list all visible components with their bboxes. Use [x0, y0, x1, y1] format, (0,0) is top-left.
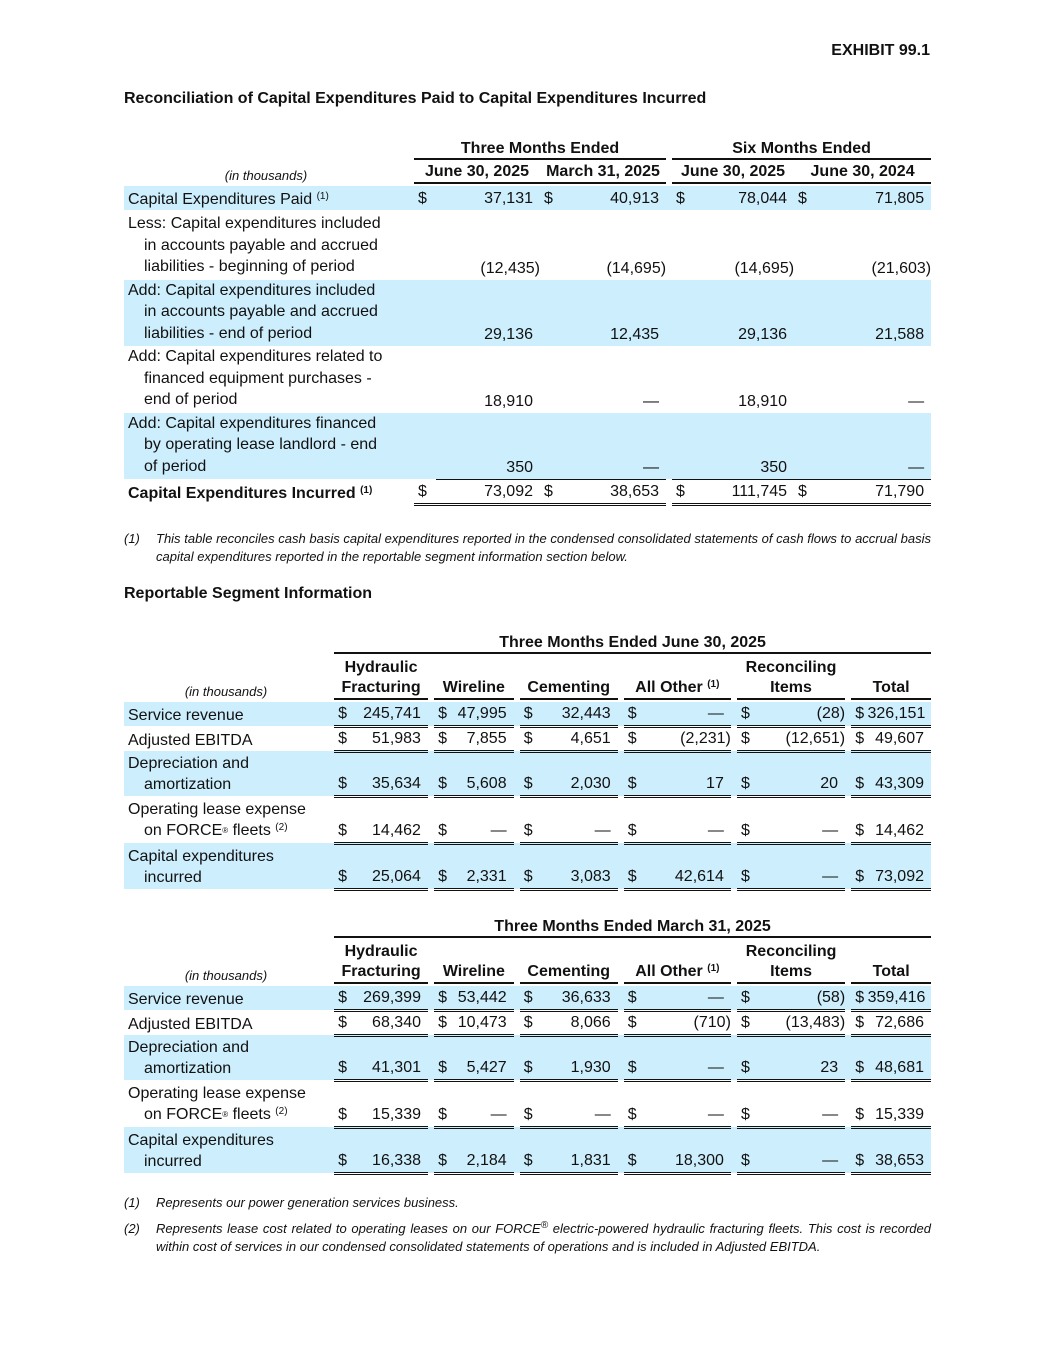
cell-value: 29,136 — [738, 326, 788, 343]
cell-value: 78,044 — [694, 186, 794, 210]
currency-symbol: $ — [434, 1127, 450, 1173]
row-label: Capital expenditures — [128, 848, 274, 865]
cell-value: 68,340 — [350, 1010, 428, 1035]
footnote-text: Represents our power generation services business. — [156, 1195, 459, 1210]
footnote-ref: (1) — [360, 484, 373, 496]
cell-value: 14,462 — [350, 796, 428, 843]
cell-value: — — [753, 796, 845, 843]
cell-value: 41,301 — [350, 1035, 428, 1080]
currency-symbol: $ — [624, 1127, 640, 1173]
cell-value: — — [640, 986, 731, 1010]
row-label: Depreciation and — [128, 1039, 249, 1056]
currency-symbol: $ — [414, 186, 436, 210]
cell-value: 72,686 — [868, 1010, 931, 1035]
col-header-total: Total — [851, 962, 931, 984]
cell-value: 20 — [753, 751, 845, 796]
row-label: Capital Expenditures Paid — [128, 190, 313, 208]
table-row — [124, 843, 931, 889]
cell-value: 42,614 — [640, 843, 731, 889]
cell-value: (12,651) — [753, 726, 845, 751]
period-title: Three Months Ended June 30, 2025 — [334, 634, 931, 654]
col-header-hydraulic-fracturing: Hydraulic Fracturing — [334, 658, 428, 700]
row-label: Adjusted EBITDA — [128, 1016, 253, 1033]
units-label: (in thousands) — [184, 968, 268, 983]
cell-value: 5,427 — [450, 1035, 513, 1080]
cell-value: 3,083 — [536, 843, 618, 889]
cell-value: 29,136 — [484, 326, 533, 343]
col-header-cementing: Cementing — [520, 678, 618, 700]
cell-value: 12,435 — [610, 326, 660, 343]
currency-symbol: $ — [520, 751, 536, 796]
currency-symbol: $ — [434, 1080, 450, 1127]
col-header: March 31, 2025 — [540, 162, 666, 184]
cell-value: 8,066 — [536, 1010, 618, 1035]
cell-value: 2,030 — [536, 751, 618, 796]
col-header-all-other: All Other $^{(1)}$ — [624, 678, 731, 700]
cell-value: 71,790 — [816, 479, 931, 504]
currency-symbol: $ — [851, 751, 867, 796]
currency-symbol: $ — [334, 1035, 350, 1080]
row-label: on FORCE® fleets $^{(2)}$ — [144, 1106, 288, 1123]
col-header-wireline: Wireline — [434, 962, 514, 984]
cell-value: (2,231) — [640, 726, 731, 751]
table-row — [124, 280, 931, 347]
units-label: (in thousands) — [224, 168, 308, 183]
cell-value: 51,983 — [350, 726, 428, 751]
exhibit-label: EXHIBIT 99.1 — [831, 42, 930, 59]
currency-symbol: $ — [520, 796, 536, 843]
currency-symbol: $ — [520, 726, 536, 751]
currency-symbol: $ — [520, 1010, 536, 1035]
table-row — [124, 986, 931, 1010]
currency-symbol: $ — [737, 1127, 753, 1173]
currency-symbol: $ — [737, 751, 753, 796]
row-label: Capital Expenditures Incurred — [128, 484, 356, 502]
currency-symbol: $ — [334, 1010, 350, 1035]
cell-value: 350 — [694, 413, 794, 480]
cell-value: 359,416 — [868, 986, 931, 1010]
cell-value: — — [753, 1080, 845, 1127]
table-row — [124, 751, 931, 796]
currency-symbol: $ — [434, 1035, 450, 1080]
row-label: in accounts payable and accrued — [144, 303, 378, 320]
currency-symbol: $ — [520, 986, 536, 1010]
cell-value: — — [908, 392, 925, 410]
currency-symbol: $ — [672, 186, 694, 210]
table-row-total — [124, 479, 931, 504]
cell-value: 245,741 — [350, 702, 428, 726]
table-row — [124, 1080, 931, 1127]
row-label: liabilities - end of period — [144, 324, 313, 342]
currency-symbol: $ — [794, 186, 816, 210]
cell-value: 71,805 — [816, 186, 931, 210]
row-label: amortization — [144, 1060, 232, 1077]
cell-value: (14,695) — [606, 259, 667, 277]
cell-value: 18,910 — [484, 392, 533, 410]
currency-symbol: $ — [737, 726, 753, 751]
currency-symbol: $ — [334, 796, 350, 843]
currency-symbol: $ — [851, 1127, 867, 1173]
cell-value: 32,443 — [536, 702, 618, 726]
cell-value: (58) — [753, 986, 845, 1010]
segment-table — [124, 634, 931, 891]
currency-symbol: $ — [434, 702, 450, 726]
footnote-text: Represents lease cost related to operating leases on our FORCE® electric-powered hydraulic fracturing fleets. This cost is recorded within cost of services in our condensed consolidated statements of operations and is included in Adjusted EBITDA. — [156, 1220, 931, 1254]
cell-value: 15,339 — [868, 1080, 931, 1127]
table-row — [124, 1127, 931, 1173]
cell-value: 38,653 — [868, 1127, 931, 1173]
col-header-reconciling-items: Reconciling Items — [737, 942, 845, 984]
currency-symbol: $ — [794, 479, 816, 504]
row-label: Adjusted EBITDA — [128, 732, 253, 749]
row-label: Less: Capital expenditures included — [128, 215, 381, 232]
cell-value: — — [753, 843, 845, 889]
segment-footnote-1 — [124, 1194, 931, 1212]
cell-value: — — [640, 796, 731, 843]
currency-symbol: $ — [851, 1080, 867, 1127]
currency-symbol: $ — [624, 1010, 640, 1035]
currency-symbol: $ — [737, 702, 753, 726]
currency-symbol: $ — [520, 1035, 536, 1080]
col-header-reconciling-items: Reconciling Items — [737, 658, 845, 700]
col-header-cementing: Cementing — [520, 962, 618, 984]
footnote-text: This table reconciles cash basis capital expenditures reported in the condensed consolidated statements of cash flows to accrual basis capital expenditures reported in the reportable segment information section below. — [156, 531, 931, 564]
cell-value: 73,092 — [436, 479, 540, 504]
cell-value: 23 — [753, 1035, 845, 1080]
capex-footnote — [124, 530, 931, 566]
table-row — [124, 1010, 931, 1035]
cell-value: 43,309 — [868, 751, 932, 796]
row-label: Operating lease expense — [128, 1085, 306, 1102]
cell-value: 14,462 — [868, 796, 932, 843]
cell-value: 25,064 — [350, 843, 428, 889]
row-label: Add: Capital expenditures financed — [128, 414, 377, 432]
cell-value: 37,131 — [436, 186, 540, 210]
cell-value: 53,442 — [450, 986, 513, 1010]
row-label: Add: Capital expenditures related to — [128, 348, 383, 365]
col-header-total: Total — [851, 678, 931, 700]
cell-value: 49,607 — [868, 726, 932, 751]
currency-symbol: $ — [334, 843, 350, 889]
currency-symbol: $ — [334, 1127, 350, 1173]
col-header: June 30, 2025 — [414, 162, 540, 184]
cell-value: — — [536, 796, 618, 843]
table-row — [124, 726, 931, 751]
row-label: Service revenue — [124, 986, 328, 1010]
row-label: Add: Capital expenditures included — [128, 281, 376, 299]
footnote-number: (1) — [124, 1195, 140, 1210]
row-label: Depreciation and — [128, 755, 249, 772]
currency-symbol: $ — [540, 186, 562, 210]
currency-symbol: $ — [624, 843, 640, 889]
currency-symbol: $ — [434, 986, 450, 1010]
currency-symbol: $ — [737, 1035, 753, 1080]
cell-value: 4,651 — [536, 726, 618, 751]
row-label: Operating lease expense — [128, 801, 306, 818]
currency-symbol: $ — [851, 702, 867, 726]
cell-value: — — [536, 1080, 618, 1127]
cell-value: 111,745 — [694, 479, 794, 504]
cell-value: 38,653 — [562, 479, 666, 504]
units-label: (in thousands) — [184, 684, 268, 699]
currency-symbol: $ — [520, 1127, 536, 1173]
segment-table — [124, 918, 931, 1175]
footnote-ref: (1) — [316, 190, 329, 202]
cell-value: — — [816, 413, 931, 480]
segment-title: Reportable Segment Information — [124, 585, 373, 602]
row-label: amortization — [144, 776, 232, 793]
row-label: in accounts payable and accrued — [144, 236, 378, 254]
capex-table — [124, 138, 931, 506]
group-six-months: Six Months Ended — [672, 140, 931, 160]
footnote-number: (1) — [124, 531, 140, 546]
row-label: incurred — [144, 1153, 202, 1170]
row-label: end of period — [144, 391, 238, 408]
currency-symbol: $ — [434, 726, 450, 751]
currency-symbol: $ — [737, 796, 753, 843]
currency-symbol: $ — [334, 726, 350, 751]
currency-symbol: $ — [540, 479, 562, 504]
table-row — [124, 796, 931, 843]
period-title: Three Months Ended March 31, 2025 — [334, 918, 931, 938]
currency-symbol: $ — [624, 702, 640, 726]
row-label: by operating lease landlord - end — [144, 436, 378, 453]
currency-symbol: $ — [672, 479, 694, 504]
currency-symbol: $ — [434, 1010, 450, 1035]
cell-value: — — [562, 413, 666, 480]
currency-symbol: $ — [334, 986, 350, 1010]
currency-symbol: $ — [334, 702, 350, 726]
cell-value: (13,483) — [753, 1010, 845, 1035]
currency-symbol: $ — [624, 1035, 640, 1080]
currency-symbol: $ — [624, 751, 640, 796]
currency-symbol: $ — [851, 796, 867, 843]
currency-symbol: $ — [334, 751, 350, 796]
cell-value: (21,603) — [871, 259, 932, 277]
cell-value: 21,588 — [875, 326, 925, 343]
currency-symbol: $ — [520, 843, 536, 889]
cell-value: 36,633 — [536, 986, 618, 1010]
col-header: June 30, 2025 — [672, 162, 794, 184]
col-header-all-other: All Other $^{(1)}$ — [624, 962, 731, 984]
row-label: of period — [144, 457, 207, 475]
cell-value: 15,339 — [350, 1080, 428, 1127]
cell-value: 35,634 — [350, 751, 428, 796]
currency-symbol: $ — [414, 479, 436, 504]
cell-value: 73,092 — [868, 843, 932, 889]
cell-value: 1,930 — [536, 1035, 618, 1080]
cell-value: 16,338 — [350, 1127, 428, 1173]
group-three-months: Three Months Ended — [414, 140, 666, 160]
cell-value: 10,473 — [450, 1010, 513, 1035]
footnote-number: (2) — [124, 1221, 140, 1236]
currency-symbol: $ — [851, 843, 867, 889]
table-row — [124, 210, 931, 280]
currency-symbol: $ — [851, 986, 867, 1010]
cell-value: 18,910 — [738, 392, 788, 410]
cell-value: — — [640, 702, 731, 726]
currency-symbol: $ — [520, 702, 536, 726]
cell-value: — — [450, 796, 513, 843]
cell-value: (28) — [753, 702, 845, 726]
currency-symbol: $ — [434, 751, 450, 796]
row-label: Service revenue — [124, 702, 328, 726]
row-label: financed equipment purchases - — [144, 369, 372, 387]
col-header: June 30, 2024 — [794, 162, 931, 184]
table-row — [124, 413, 931, 480]
table-row — [124, 346, 931, 413]
cell-value: — — [753, 1127, 845, 1173]
table-row — [124, 1035, 931, 1080]
currency-symbol: $ — [624, 796, 640, 843]
cell-value: 48,681 — [868, 1035, 931, 1080]
cell-value: (710) — [640, 1010, 731, 1035]
col-header-wireline: Wireline — [434, 678, 514, 700]
currency-symbol: $ — [520, 1080, 536, 1127]
cell-value: 40,913 — [562, 186, 666, 210]
cell-value: 18,300 — [640, 1127, 731, 1173]
currency-symbol: $ — [624, 726, 640, 751]
cell-value: 5,608 — [450, 751, 513, 796]
cell-value: (12,435) — [480, 259, 540, 277]
cell-value: — — [640, 1035, 731, 1080]
cell-value: 47,995 — [450, 702, 513, 726]
col-header-hydraulic-fracturing: Hydraulic Fracturing — [334, 942, 428, 984]
currency-symbol: $ — [851, 726, 867, 751]
cell-value: 350 — [436, 413, 540, 480]
row-label: Capital expenditures — [128, 1132, 274, 1149]
currency-symbol: $ — [334, 1080, 350, 1127]
currency-symbol: $ — [737, 843, 753, 889]
currency-symbol: $ — [434, 843, 450, 889]
currency-symbol: $ — [624, 986, 640, 1010]
table-row — [124, 702, 931, 726]
currency-symbol: $ — [737, 1010, 753, 1035]
cell-value: 2,184 — [450, 1127, 513, 1173]
cell-value: — — [643, 392, 660, 410]
capex-title: Reconciliation of Capital Expenditures Paid to Capital Expenditures Incurred — [124, 90, 707, 107]
cell-value: 7,855 — [450, 726, 513, 751]
row-label: on FORCE® fleets $^{(2)}$ — [144, 822, 288, 839]
currency-symbol: $ — [851, 1010, 867, 1035]
cell-value: 1,831 — [536, 1127, 618, 1173]
row-label: incurred — [144, 869, 202, 886]
segment-footnote-2 — [124, 1220, 931, 1256]
cell-value: 326,151 — [868, 702, 932, 726]
currency-symbol: $ — [434, 796, 450, 843]
cell-value: — — [450, 1080, 513, 1127]
cell-value: 2,331 — [450, 843, 513, 889]
currency-symbol: $ — [624, 1080, 640, 1127]
cell-value: — — [640, 1080, 731, 1127]
cell-value: 269,399 — [350, 986, 428, 1010]
cell-value: 17 — [640, 751, 731, 796]
table-row — [124, 186, 931, 210]
currency-symbol: $ — [737, 986, 753, 1010]
currency-symbol: $ — [851, 1035, 867, 1080]
row-label: liabilities - beginning of period — [144, 258, 355, 275]
currency-symbol: $ — [737, 1080, 753, 1127]
cell-value: (14,695) — [734, 259, 795, 277]
